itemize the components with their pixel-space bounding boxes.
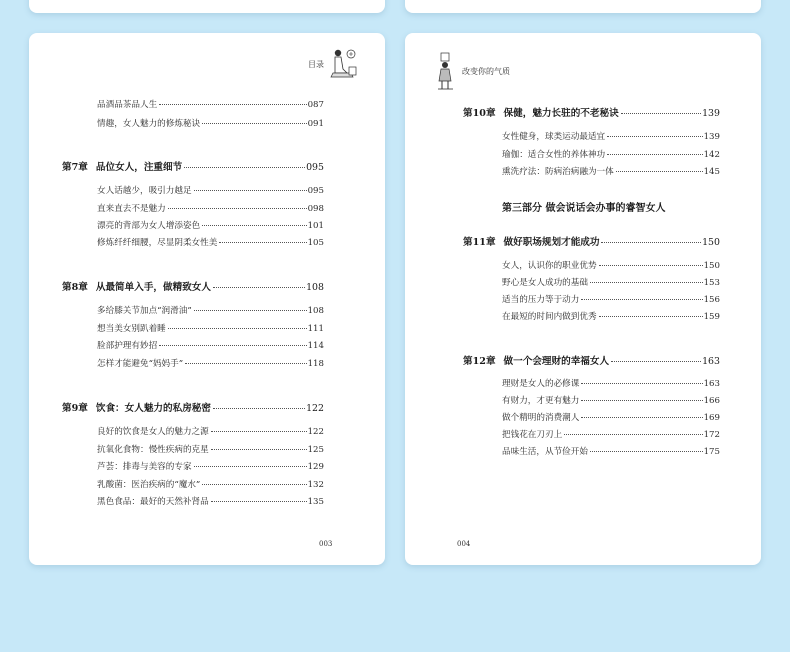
toc-entry[interactable]: 黑色食品：最好的天然补肾品 135 (97, 497, 324, 507)
toc-entry[interactable]: 修炼纤纤细腰，尽显阴柔女性美 105 (97, 238, 324, 248)
woman-standing-illustration (435, 51, 457, 91)
woman-reading-illustration (329, 47, 359, 81)
toc-entry[interactable]: 适当的压力等于动力 156 (502, 295, 720, 305)
page-number: 004 (457, 540, 471, 548)
toc-entry[interactable]: 品味生活，从节俭开始 175 (502, 447, 720, 457)
part-heading[interactable]: 第三部分 做会说话会办事的睿智女人 (502, 203, 666, 214)
toc-entry[interactable]: 女性健身，球类运动最适宜 139 (502, 132, 720, 142)
toc-page-left (29, 33, 385, 565)
page-number: 003 (319, 540, 333, 548)
toc-entry[interactable]: 把钱花在刀刃上 172 (502, 430, 720, 440)
toc-entry[interactable]: 芦荟：排毒与美容的专家 129 (97, 462, 324, 472)
chapter-heading[interactable]: 第10章 保健，魅力长驻的不老秘诀 139 (463, 108, 720, 119)
toc-entry[interactable]: 脸部护理有妙招 114 (97, 341, 324, 351)
toc-page-right (405, 33, 761, 565)
toc-entry[interactable]: 怎样才能避免“妈妈手” 118 (97, 359, 324, 369)
chapter-heading[interactable]: 第8章 从最简单入手，做精致女人 108 (62, 282, 324, 293)
toc-entry[interactable]: 瑜伽：适合女性的养体神功 142 (502, 150, 720, 160)
toc-entry[interactable]: 女人，认识你的职业优势 150 (502, 261, 720, 271)
chapter-heading[interactable]: 第11章 做好职场规划才能成功 150 (463, 237, 720, 248)
page-header-title: 目录 (308, 60, 324, 69)
toc-entry[interactable]: 想当美女别趴着睡 111 (97, 324, 324, 334)
toc-entry[interactable]: 情趣，女人魅力的修炼秘诀 091 (97, 119, 324, 129)
toc-entry[interactable]: 野心是女人成功的基础 153 (502, 278, 720, 288)
toc-entry[interactable]: 做个精明的消费潮人 169 (502, 413, 720, 423)
toc-entry[interactable]: 有财力，才更有魅力 166 (502, 396, 720, 406)
toc-entry[interactable]: 女人话越少，吸引力越足 095 (97, 186, 324, 196)
previous-page-card-right (405, 0, 761, 13)
chapter-heading[interactable]: 第7章 品位女人，注重细节 095 (62, 162, 324, 173)
toc-entry[interactable]: 理财是女人的必修课 163 (502, 379, 720, 389)
toc-entry[interactable]: 熏洗疗法：防病治病融为一体 145 (502, 167, 720, 177)
toc-entry[interactable]: 直来直去不是魅力 098 (97, 204, 324, 214)
toc-entry[interactable]: 在最短的时间内做到优秀 159 (502, 312, 720, 322)
chapter-heading[interactable]: 第9章 饮食：女人魅力的私房秘密 122 (62, 403, 324, 414)
chapter-heading[interactable]: 第12章 做一个会理财的幸福女人 163 (463, 356, 720, 367)
page-header-title: 改变你的气质 (462, 67, 510, 76)
previous-page-card-left (29, 0, 385, 13)
toc-entry[interactable]: 多给膝关节加点“润滑油” 108 (97, 306, 324, 316)
toc-entry[interactable]: 漂亮的背部为女人增添姿色 101 (97, 221, 324, 231)
toc-entry[interactable]: 良好的饮食是女人的魅力之源 122 (97, 427, 324, 437)
toc-entry[interactable]: 抗氧化食物：慢性疾病的克星 125 (97, 445, 324, 455)
toc-entry[interactable]: 乳酸菌：医治疾病的“魔水” 132 (97, 480, 324, 490)
toc-entry[interactable]: 品酒品茶品人生 087 (97, 100, 324, 110)
